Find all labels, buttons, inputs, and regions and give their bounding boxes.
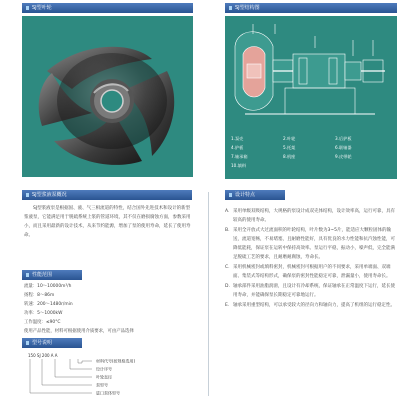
structure-section-header: SJ型结构图	[225, 3, 397, 13]
model-section-header: 型号说明	[22, 338, 82, 348]
impeller-section-header: SJ型叶轮	[22, 3, 193, 13]
impeller-image	[22, 16, 193, 177]
model-designation-diagram	[22, 351, 202, 399]
structure-legend	[231, 134, 391, 170]
feature-text: 轴承部件采用油脂润滑，且设计有冷却系统，保证轴承在正常温度下运行，延长使用寿命，并能确保泵长期稳定可靠地运行。	[233, 284, 395, 298]
feature-text: 采用全开放式大过流面积的叶轮结构，叶片数为3~5片，能适应大颗粒固体的输送，流道宽畅，不易堵塞，且耐磨性能好，具有优良的水力性能和抗汽蚀性能，可降低能耗，保证泵在运转中保持高效率。泵运行平稳，振动小，噪声低，完全能满足脱硫工艺的要求，且耐磨耐腐蚀，寿命长。	[233, 228, 395, 260]
legend-item: 3.后护板	[335, 136, 352, 141]
feature-letter: A.	[225, 209, 230, 214]
feature-item	[225, 263, 395, 281]
legend-item: 1.泵壳	[231, 136, 244, 141]
features-section-header: 设计特点	[225, 190, 285, 200]
performance-temperature: 工作温度：≤90°C	[24, 319, 61, 325]
legend-item: 10.填料	[231, 163, 247, 168]
feature-item	[225, 301, 395, 310]
feature-item	[225, 207, 395, 225]
column-divider	[208, 192, 209, 396]
performance-speed: 转速：200～1480r/min	[24, 301, 73, 307]
performance-note: 使用产品性能，材料可根据使用介质要求，可由产品选择	[24, 328, 134, 334]
legend-item: 6.联轴器	[335, 145, 352, 150]
legend-item: 4.护板	[231, 145, 244, 150]
feature-item	[225, 282, 395, 300]
performance-head: 扬程：8～86m	[24, 292, 55, 298]
feature-text: 采用机械密封或填料密封，机械密封可根据用户的不同要求，采用单端面、双端面、集装式等结构形式，确保泵的密封性能稳定可靠，泄漏量小，使用寿命长。	[233, 265, 391, 279]
performance-list	[24, 283, 199, 336]
model-item: 叶轮直径	[96, 374, 112, 380]
performance-section-header: 性能范围	[22, 270, 82, 280]
legend-item: 9.皮带轮	[335, 154, 352, 159]
feature-text: 采用单级双吸结构，大规格的泵设计成双壳体结构，设计效率高，运行可靠，具有较高的使用寿命。	[233, 209, 395, 223]
overview-text: SJ型浆液泵是根据固、液、气三相流道的特性，结合国外先进技术和设计的新型浆液泵，它能满足用于脱硫系统上浆的管道环境，其不仅在磨损腐蚀方面，参数采用小，而且采用最新的设计技术，从来节约能源，增加了泵的使用寿命，延长了使用寿命。	[24, 206, 191, 238]
legend-item: 7.轴承箱	[231, 154, 248, 159]
legend-item: 2.叶轮	[283, 136, 296, 141]
features-list	[225, 207, 395, 311]
feature-item	[225, 226, 395, 262]
model-code: 150 SJ 200 A A	[28, 353, 58, 358]
feature-text: 轴承采用重型结构，可以承受较大的径向力和轴向力，提高了机组的运行稳定性。	[233, 303, 395, 308]
structure-diagram-panel	[225, 16, 397, 179]
impeller-image-panel	[22, 16, 193, 177]
legend-item: 8.机座	[283, 154, 296, 159]
feature-letter: D.	[225, 284, 230, 289]
feature-letter: B.	[225, 228, 230, 233]
performance-power: 功率：5～1000kW	[24, 310, 63, 316]
feature-letter: E.	[225, 303, 230, 308]
legend-item: 5.托架	[283, 145, 296, 150]
model-item: 进口泵体型号	[96, 390, 120, 396]
model-item: 泵型号	[96, 382, 108, 388]
performance-flow: 流量：10～10000m³/h	[24, 284, 72, 289]
overview-section-header: SJ型浆液泵概况	[22, 190, 192, 200]
model-item: 材料代号(按规格选用)	[96, 358, 136, 364]
model-item: 设计序号	[96, 366, 112, 372]
feature-letter: C.	[225, 265, 230, 270]
